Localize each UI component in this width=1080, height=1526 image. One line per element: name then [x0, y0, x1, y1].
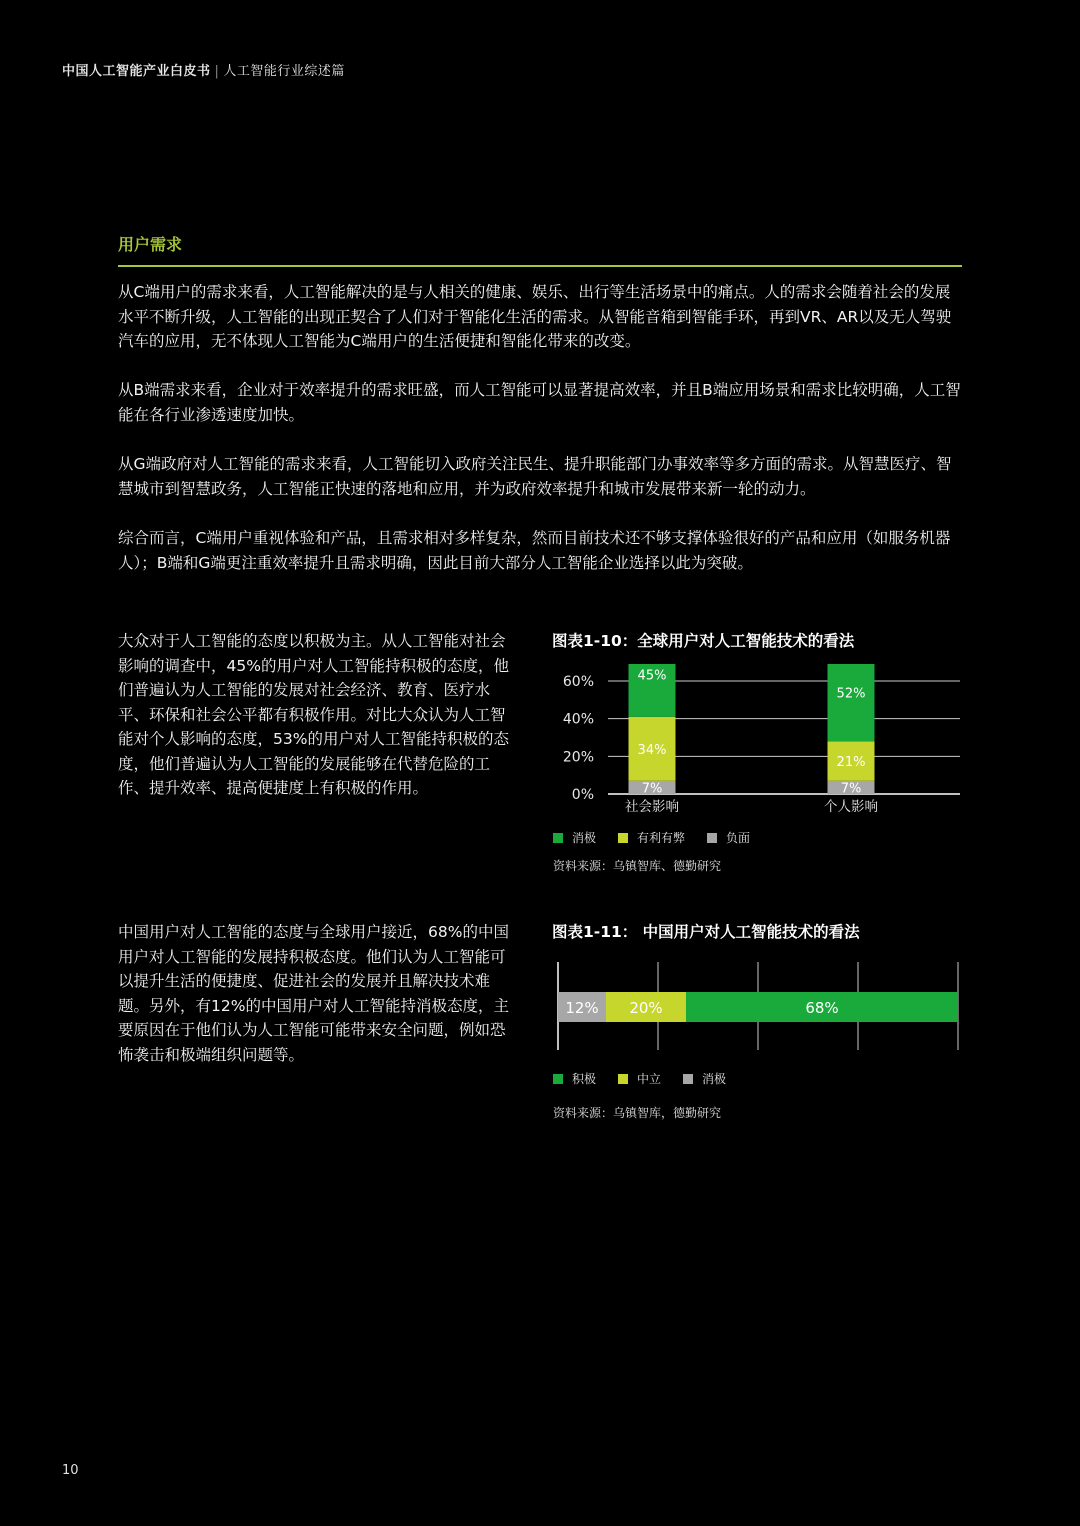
y-tick-label: 20% — [562, 749, 594, 766]
data-label: 52% — [836, 686, 866, 702]
legend-swatch-gray — [707, 833, 717, 843]
paragraph-summary: 综合而言，C端用户重视体验和产品，且需求相对多样复杂，然而目前技术还不够支撑体验很好的产品和应用（如服务机器人）；B端和G端更注重效率提升且需求明确，因此目前大部分人工智能企业选择以此为突破。 — [118, 529, 951, 572]
chart2-legend-item — [553, 1070, 596, 1087]
data-label: 20% — [629, 999, 663, 1017]
data-label: 7% — [840, 781, 862, 797]
legend-swatch-gray — [683, 1074, 693, 1084]
header-separator: | — [214, 64, 220, 79]
chart1-legend-item — [707, 829, 750, 846]
page-number: 10 — [62, 1463, 79, 1478]
legend-swatch-green — [553, 1074, 563, 1084]
chart1-title: 图表1-10：全球用户对人工智能技术的看法 — [552, 632, 855, 650]
chart2-title: 图表1-11： 中国用户对人工智能技术的看法 — [552, 923, 860, 941]
legend-label: 消极 — [702, 1072, 727, 1086]
legend-label: 积极 — [572, 1072, 597, 1086]
data-label: 45% — [637, 668, 667, 684]
category-label: 个人影响 — [824, 799, 878, 815]
category-label: 社会影响 — [625, 799, 679, 815]
data-label: 12% — [565, 999, 599, 1017]
global-attitude-text: 大众对于人工智能的态度以积极为主。从人工智能对社会影响的调查中，45%的用户对人工智能持积极的态度，他们普遍认为人工智能的发展对社会经济、教育、医疗水平、环保和社会公平都有积极作用。对比大众认为人工智能对个人影响的态度，53%的用户对人工智能持积极的态度，他们普遍认为人工智能的发展能够在代替危险的工作、提升效率、提高便捷度上有积极的作用。 — [118, 632, 509, 797]
data-label: 34% — [637, 742, 667, 758]
paragraph-g-end: 从G端政府对人工智能的需求来看，人工智能切入政府关注民生、提升职能部门办事效率等多方面的需求。从智慧医疗、智慧城市到智慧政务，人工智能正快速的落地和应用，并为政府效率提升和城市发展带来新一轮的动力。 — [118, 455, 952, 498]
paragraph-c-end: 从C端用户的需求来看，人工智能解决的是与人相关的健康、娱乐、出行等生活场景中的痛点。人的需求会随着社会的发展水平不断升级，人工智能的出现正契合了人们对于智能化生活的需求。从智能音箱到智能手环，再到VR、AR以及无人驾驶汽车的应用，无不体现人工智能为C端用户的生活便捷和智能化带来的改变。 — [118, 283, 952, 350]
legend-label: 中立 — [637, 1072, 662, 1086]
chart2-legend-item — [683, 1070, 726, 1087]
section-divider — [118, 265, 962, 267]
data-label: 21% — [836, 755, 866, 771]
paragraph-b-end: 从B端需求来看，企业对于效率提升的需求旺盛，而人工智能可以显著提高效率，并且B端应用场景和需求比较明确，人工智能在各行业渗透速度加快。 — [118, 381, 961, 424]
running-header — [62, 60, 345, 79]
chart1-legend — [553, 829, 750, 846]
china-attitude-text: 中国用户对人工智能的态度与全球用户接近，68%的中国用户对人工智能的发展持积极态度。他们认为人工智能可以提升生活的便捷度、促进社会的发展并且解决技术难题。另外，有12%的中国用户对人工智能持消极态度，主要原因在于他们认为人工智能可能带来安全问题，例如恐怖袭击和极端组织问题等。 — [118, 923, 509, 1064]
header-title: 中国人工智能产业白皮书 — [62, 64, 211, 79]
data-label: 7% — [641, 781, 663, 797]
legend-swatch-yellow — [618, 1074, 628, 1084]
legend-label: 负面 — [726, 831, 751, 845]
legend-label: 有利有弊 — [637, 831, 686, 845]
header-subtitle: 人工智能行业综述篇 — [223, 64, 345, 79]
section-title: 用户需求 — [118, 235, 183, 254]
legend-swatch-yellow — [618, 833, 628, 843]
chart1-legend-item — [618, 829, 685, 846]
legend-swatch-green — [553, 833, 563, 843]
chart2-legend-item — [618, 1070, 661, 1087]
y-tick-label: 60% — [562, 674, 594, 690]
y-tick-label: 40% — [562, 711, 594, 728]
chart1-source: 资料来源：乌镇智库、德勤研究 — [553, 859, 722, 873]
chart2-legend — [553, 1070, 726, 1087]
chart2-source: 资料来源：乌镇智库，德勤研究 — [553, 1106, 722, 1120]
y-tick-label: 0% — [571, 787, 594, 803]
bar-segment — [828, 664, 875, 741]
chart2-china-attitude — [548, 958, 968, 1054]
legend-label: 消极 — [572, 831, 597, 845]
chart1-legend-item — [553, 829, 596, 846]
data-label: 68% — [805, 999, 839, 1017]
chart1-global-attitude — [548, 664, 968, 824]
